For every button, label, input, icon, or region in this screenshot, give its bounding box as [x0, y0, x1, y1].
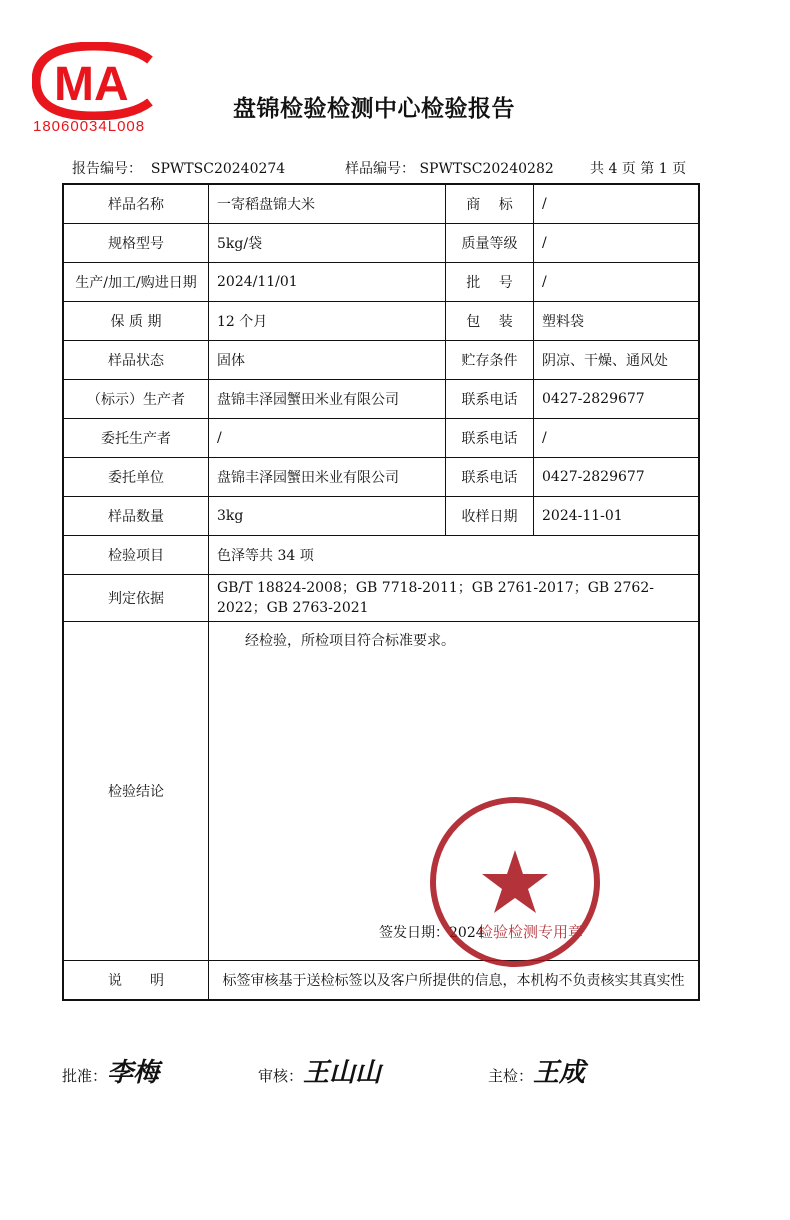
- cell-v: 3kg: [209, 497, 446, 536]
- official-seal: [428, 795, 603, 970]
- table-row: [63, 419, 699, 458]
- table-row: [63, 458, 699, 497]
- report-table: [62, 183, 700, 1001]
- cell-l2: 商 标: [446, 184, 534, 224]
- cell-v: 盘锦丰泽园蟹田米业有限公司: [209, 458, 446, 497]
- cell-l2: 联系电话: [446, 458, 534, 497]
- cell-v2: /: [534, 419, 700, 458]
- cma-number: 18060034L008: [33, 118, 146, 135]
- svg-text:MA: MA: [54, 58, 129, 111]
- cell-l: 生产/加工/购进日期: [63, 263, 209, 302]
- cell-l: 委托单位: [63, 458, 209, 497]
- approver-signature: 批准：李梅: [62, 1058, 160, 1088]
- table-row: [63, 224, 699, 263]
- cell-l2: 贮存条件: [446, 341, 534, 380]
- issue-date: 签发日期：2024: [379, 925, 485, 941]
- cell-v2: 0427-2829677: [534, 380, 700, 419]
- report-number: 报告编号： SPWTSC20240274: [72, 161, 286, 177]
- table-row: [63, 341, 699, 380]
- cell-l2: 联系电话: [446, 419, 534, 458]
- cell-l: 样品数量: [63, 497, 209, 536]
- cell-v2: /: [534, 263, 700, 302]
- row-conclusion: 检验结论 经检验，所检项目符合标准要求。 签发日期：2024: [63, 622, 699, 961]
- cell-v: 5kg/袋: [209, 224, 446, 263]
- cell-l2: 包 装: [446, 302, 534, 341]
- svg-text:检验检测专用章: 检验检测专用章: [478, 923, 584, 941]
- cell-l2: 联系电话: [446, 380, 534, 419]
- conclusion-text: 经检验，所检项目符合标准要求。: [245, 633, 455, 649]
- cell-l: 规格型号: [63, 224, 209, 263]
- cell-v: 2024/11/01: [209, 263, 446, 302]
- cell-v2: /: [534, 184, 700, 224]
- cell-v2: 2024-11-01: [534, 497, 700, 536]
- cell-l2: 批 号: [446, 263, 534, 302]
- cell-l: （标示）生产者: [63, 380, 209, 419]
- cma-logo: [32, 42, 157, 120]
- cell-v2: /: [534, 224, 700, 263]
- inspector-signature: 主检：王成: [488, 1058, 586, 1088]
- sample-number: 样品编号： SPWTSC20240282: [345, 161, 554, 177]
- page-count: 共 4 页 第 1 页: [590, 161, 687, 177]
- cell-v2: 阴凉、干燥、通风处: [534, 341, 700, 380]
- table-row: [63, 263, 699, 302]
- cell-v: /: [209, 419, 446, 458]
- table-row: [63, 302, 699, 341]
- cell-v2: 塑料袋: [534, 302, 700, 341]
- page-title: 盘锦检验检测中心检验报告: [233, 96, 515, 122]
- cell-v: 一寄稻盘锦大米: [209, 184, 446, 224]
- cell-l: 样品状态: [63, 341, 209, 380]
- cell-l: 委托生产者: [63, 419, 209, 458]
- table-row: [63, 380, 699, 419]
- cell-l: 样品名称: [63, 184, 209, 224]
- row-items: 检验项目 色泽等共 34 项: [63, 536, 699, 575]
- cell-l2: 质量等级: [446, 224, 534, 263]
- cell-v2: 0427-2829677: [534, 458, 700, 497]
- row-basis: 判定依据 GB/T 18824-2008；GB 7718-2011；GB 2761-2017；GB 2762-2022；GB 2763-2021: [63, 575, 699, 622]
- cell-v: 固体: [209, 341, 446, 380]
- cell-l2: 收样日期: [446, 497, 534, 536]
- row-note: 说 明 标签审核基于送检标签以及客户所提供的信息，本机构不负责核实其真实性: [63, 961, 699, 1001]
- cell-v: 盘锦丰泽园蟹田米业有限公司: [209, 380, 446, 419]
- table-row: [63, 497, 699, 536]
- table-row: [63, 184, 699, 224]
- reviewer-signature: 审核：王山山: [258, 1058, 382, 1088]
- cell-l: 保 质 期: [63, 302, 209, 341]
- cell-v: 12 个月: [209, 302, 446, 341]
